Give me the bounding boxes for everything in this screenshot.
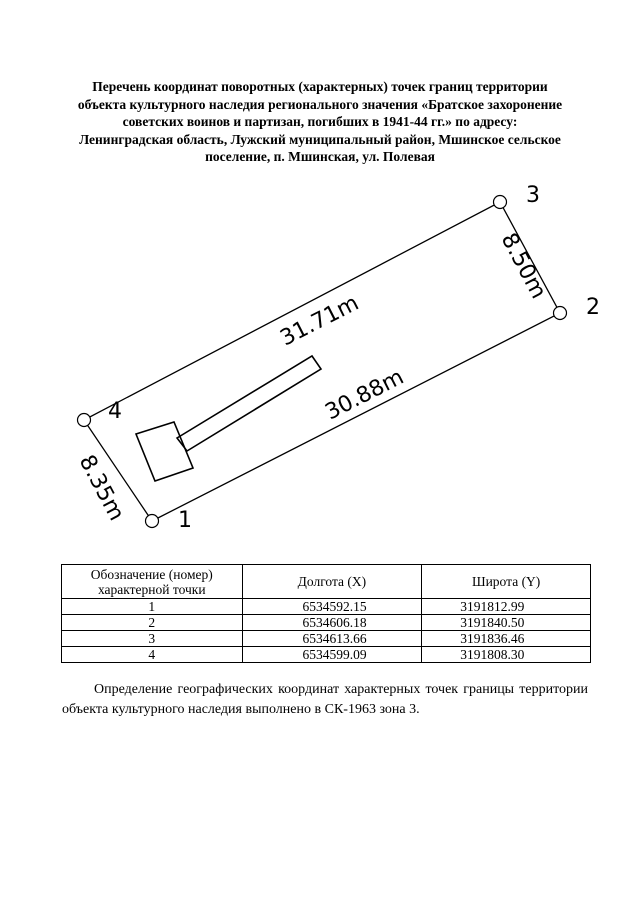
dimension-side-4-1: 8.35m xyxy=(73,451,129,525)
point-1-label: 1 xyxy=(178,508,192,533)
cell-point: 4 xyxy=(62,647,243,663)
boundary-plan-drawing xyxy=(0,170,640,540)
header-latitude: Широта (Y) xyxy=(422,565,591,599)
cell-point: 1 xyxy=(62,599,243,615)
document-title xyxy=(40,78,600,166)
table-header-row xyxy=(62,565,591,599)
title-line-3: советских воинов и партизан, погибших в 1941-44 гг.» по адресу: xyxy=(122,114,518,129)
cell-point: 3 xyxy=(62,631,243,647)
monument-obelisk xyxy=(177,356,321,451)
cell-latitude: 3191836.46 xyxy=(422,631,591,647)
header-longitude: Долгота (X) xyxy=(242,565,422,599)
cell-latitude: 3191812.99 xyxy=(422,599,591,615)
cell-longitude: 6534606.18 xyxy=(242,615,422,631)
title-line-2: объекта культурного наследия регионального значения «Братское захоронение xyxy=(77,96,563,112)
table-row xyxy=(62,647,591,663)
title-line-1: Перечень координат поворотных (характерных) точек границ территории xyxy=(92,79,548,94)
dimension-side-4-3: 31.71m xyxy=(276,290,363,352)
point-2-marker xyxy=(554,307,567,320)
title-line-4: Ленинградская область, Лужский муниципальный район, Мшинское сельское xyxy=(79,131,561,147)
title-line-5: поселение, п. Мшинская, ул. Полевая xyxy=(205,149,435,164)
boundary-polygon xyxy=(84,202,560,521)
point-3-label: 3 xyxy=(526,183,540,208)
point-2-label: 2 xyxy=(586,295,600,320)
header-point-number: Обозначение (номер) характерной точки xyxy=(62,565,243,599)
coordinate-system-note: Определение географических координат характерных точек границы территории объекта культурного наследия выполнено в СК-1963 зона 3. xyxy=(62,682,588,717)
cell-latitude: 3191840.50 xyxy=(422,615,591,631)
cell-longitude: 6534599.09 xyxy=(242,647,422,663)
cell-point: 2 xyxy=(62,615,243,631)
dimension-side-1-2: 30.88m xyxy=(321,364,408,426)
dimension-side-3-2: 8.50m xyxy=(495,229,551,303)
point-4-marker xyxy=(78,414,91,427)
cell-latitude: 3191808.30 xyxy=(422,647,591,663)
table-row xyxy=(62,631,591,647)
cell-longitude: 6534613.66 xyxy=(242,631,422,647)
cell-longitude: 6534592.15 xyxy=(242,599,422,615)
table-row xyxy=(62,599,591,615)
point-3-marker xyxy=(494,196,507,209)
table-row xyxy=(62,615,591,631)
point-1-marker xyxy=(146,515,159,528)
monument-pedestal xyxy=(136,422,193,481)
point-4-label: 4 xyxy=(108,399,122,424)
coordinates-table xyxy=(61,564,591,663)
